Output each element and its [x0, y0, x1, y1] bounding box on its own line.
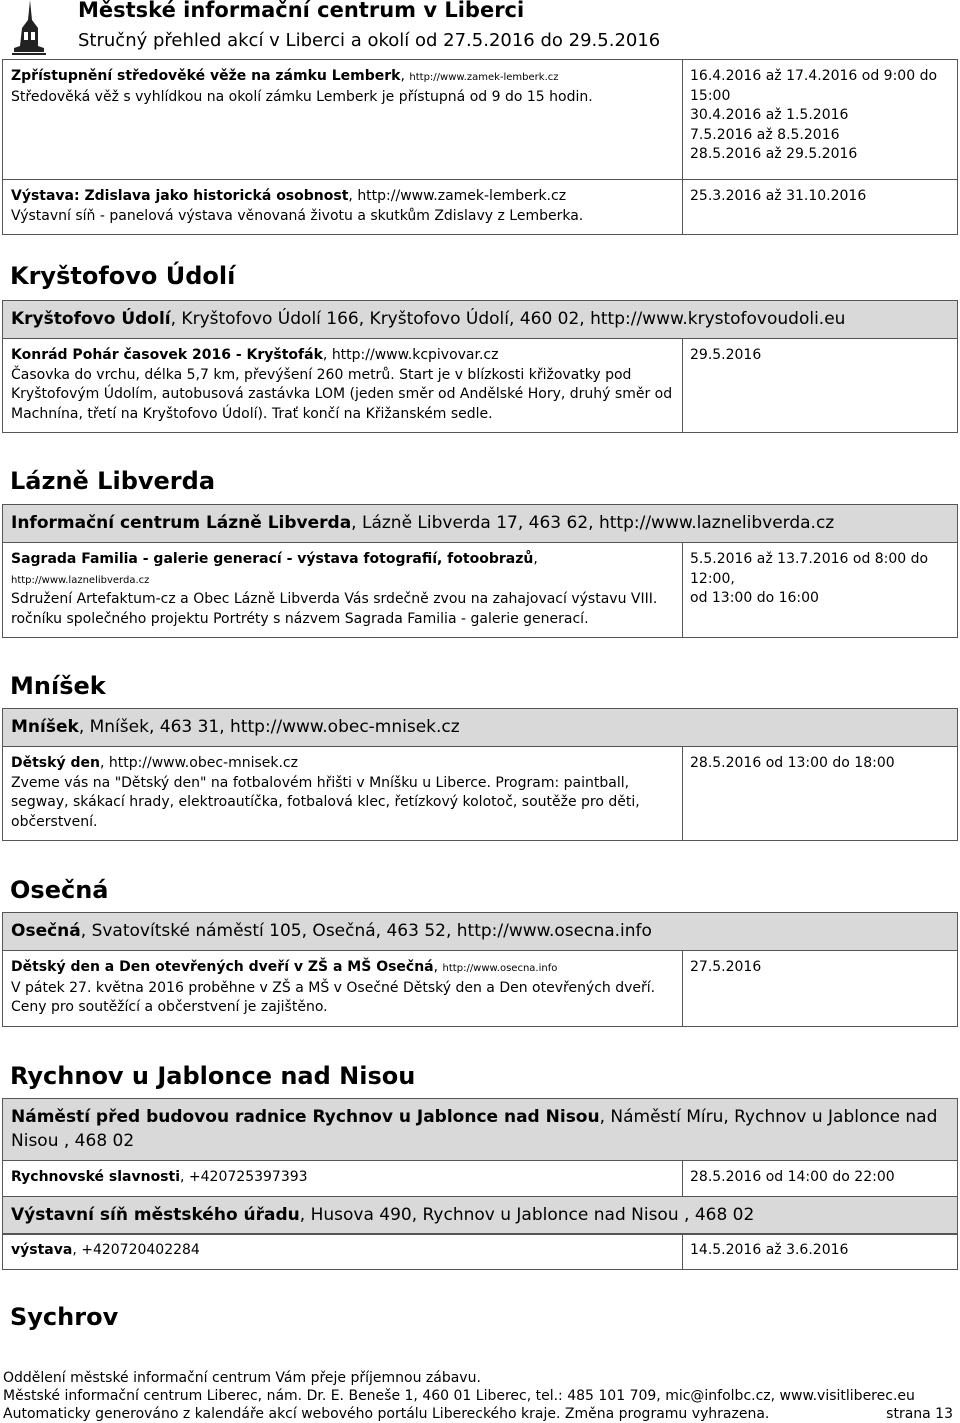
venue-address: , Náměstí Míru, Rychnov u Jablonce nad Nisou , 468 02: [11, 1107, 938, 1151]
event-date-cell: [683, 180, 958, 235]
section-heading-rychnov: Rychnov u Jablonce nad Nisou: [10, 1062, 416, 1090]
event-table-libverda: [2, 542, 958, 638]
venue-name: Informační centrum Lázně Libverda: [11, 513, 352, 533]
event-date: od 13:00 do 16:00: [690, 590, 819, 606]
event-cell: Konrád Pohár časovek 2016 - Kryštofák, http://www.kcpivovar.cz Časovka do vrchu, délka 5,7 km, převýšení 260 metrů. Start je v blízkosti křižovatky pod Kryštofovým Údolím, autobusová zastávka LOM (jeden směr od Andělské Hory, druhý směr od Machnína, třetí na Kryštofovo Údolí). Trať končí na Křižanském sedle.: [3, 339, 683, 433]
venue-address: , Kryštofovo Údolí 166, Kryštofovo Údolí, 460 02, http://www.krystofovoudoli.eu: [170, 309, 846, 329]
event-description: Sdružení Artefaktum-cz a Obec Lázně Libverda Vás srdečně zvou na zahajovací výstavu VIII. ročníku společného projektu Portréty s názvem Sagrada Familia - galerie generací.: [11, 591, 658, 627]
event-cell: Dětský den, http://www.obec-mnisek.cz Zveme vás na "Dětský den" na fotbalovém hřišti v Mníšku u Liberce. Program: paintball, segway, skákací hrady, elektroautíčka, fotbalová klec, řetízkový kolotoč, soutěže pro děti, občerstvení.: [3, 747, 683, 841]
event-date-cell: [683, 747, 958, 841]
table-row: [3, 1234, 958, 1270]
event-cell: Dětský den a Den otevřených dveří v ZŠ a MŠ Osečná, http://www.osecna.info V pátek 27. května 2016 proběhne v ZŠ a MŠ v Osečné Dětský den a Den otevřených dveří. Ceny pro soutěžící a občerstvení je zajištěno.: [3, 951, 683, 1027]
section-heading-mnisek: Mníšek: [10, 672, 106, 700]
event-date: 29.5.2016: [690, 347, 762, 363]
event-title: Výstava: Zdislava jako historická osobnost: [11, 188, 349, 204]
table-row: [3, 1161, 958, 1197]
event-title: Dětský den: [11, 755, 100, 771]
event-title: Zpřístupnění středověké věže na zámku Lemberk: [11, 68, 401, 84]
table-row: [3, 339, 958, 433]
liberec-logo-icon: [8, 0, 48, 56]
venue-name: Osečná: [11, 921, 81, 941]
event-table-osecna: [2, 950, 958, 1027]
section-heading-sychrov: Sychrov: [10, 1303, 119, 1331]
event-date: 5.5.2016 až 13.7.2016 od 8:00 do 12:00,: [690, 551, 929, 587]
event-date: 25.3.2016 až 31.10.2016: [690, 188, 867, 204]
venue-address: , Husova 490, Rychnov u Jablonce nad Nisou , 468 02: [299, 1205, 755, 1225]
event-phone: +420720402284: [81, 1242, 200, 1258]
section-heading-krystofovo: Kryštofovo Údolí: [10, 262, 236, 290]
page-number: strana 13: [886, 1406, 953, 1422]
venue-header-osecna: [2, 912, 958, 951]
page-subtitle: Stručný přehled akcí v Liberci a okolí od 27.5.2016 do 29.5.2016: [78, 30, 661, 51]
table-row: [3, 180, 958, 235]
event-description: Výstavní síň - panelová výstava věnovaná životu a skutkům Zdislavy z Lemberka.: [11, 207, 584, 224]
event-title: Dětský den a Den otevřených dveří v ZŠ a MŠ Osečná: [11, 959, 434, 975]
event-date: 28.5.2016 od 13:00 do 18:00: [690, 755, 895, 771]
event-link[interactable]: http://www.kcpivovar.cz: [331, 347, 499, 363]
event-date: 16.4.2016 až 17.4.2016 od 9:00 do 15:00: [690, 68, 938, 104]
event-table-lemberk: [2, 59, 958, 235]
event-date: 27.5.2016: [690, 959, 762, 975]
section-heading-libverda: Lázně Libverda: [10, 467, 216, 495]
event-date-cell: [683, 543, 958, 638]
event-date: 28.5.2016 od 14:00 do 22:00: [690, 1169, 895, 1185]
event-date: 30.4.2016 až 1.5.2016: [690, 107, 849, 123]
venue-name: Výstavní síň městského úřadu: [11, 1205, 300, 1225]
event-cell: Sagrada Familia - galerie generací - výstava fotografií, fotoobrazů, http://www.laznelibverda.cz Sdružení Artefaktum-cz a Obec Lázně Libverda Vás srdečně zvou na zahajovací výstavu VIII. ročníku společného projektu Portréty s názvem Sagrada Familia - galerie generací.: [3, 543, 683, 638]
event-date-cell: [683, 1161, 958, 1197]
event-phone: +420725397393: [188, 1169, 308, 1185]
event-title: Rychnovské slavnosti: [11, 1169, 181, 1185]
event-cell: Výstava: Zdislava jako historická osobnost, http://www.zamek-lemberk.cz Výstavní síň - panelová výstava věnovaná životu a skutkům Zdislavy z Lemberka.: [3, 180, 683, 235]
event-date-cell: [683, 339, 958, 433]
event-date: 14.5.2016 až 3.6.2016: [690, 1242, 849, 1258]
footer-greeting: Oddělení městské informační centrum Vám přeje příjemnou zábavu.: [3, 1370, 481, 1386]
event-description: Středověká věž s vyhlídkou na okolí zámku Lemberk je přístupná od 9 do 15 hodin.: [11, 88, 593, 105]
event-date: 7.5.2016 až 8.5.2016: [690, 126, 840, 143]
event-description: Časovka do vrchu, délka 5,7 km, převýšení 260 metrů. Start je v blízkosti křižovatky pod Kryštofovým Údolím, autobusová zastávka LOM (jeden směr od Andělské Hory, druhý směr od Machnína, třetí na Kryštofovo Údolí). Trať končí na Křižanském sedle.: [11, 366, 673, 422]
event-link[interactable]: http://www.zamek-lemberk.cz: [357, 188, 567, 204]
footer-disclaimer: Automaticky generováno z kalendáře akcí webového portálu Libereckého kraje. Změna programu vyhrazena.: [3, 1406, 770, 1422]
event-title: Sagrada Familia - galerie generací - výstava fotografií, fotoobrazů: [11, 551, 534, 567]
table-row: [3, 951, 958, 1027]
venue-header-rychnov-square: [2, 1098, 958, 1161]
venue-address: , Svatovítské náměstí 105, Osečná, 463 52, http://www.osecna.info: [80, 921, 652, 941]
event-link[interactable]: http://www.laznelibverda.cz: [11, 574, 150, 586]
table-row: [3, 543, 958, 638]
venue-header-krystofovo: [2, 300, 958, 339]
event-date-cell: [683, 60, 958, 180]
venue-header-libverda: [2, 504, 958, 543]
venue-name: Kryštofovo Údolí: [11, 309, 171, 329]
event-date: 28.5.2016 až 29.5.2016: [690, 146, 858, 162]
event-date-cell: [683, 951, 958, 1027]
event-table-krystofovo: [2, 338, 958, 433]
section-heading-osecna: Osečná: [10, 876, 109, 904]
venue-header-mnisek: [2, 708, 958, 747]
venue-name: Mníšek: [11, 717, 79, 737]
table-row: [3, 60, 958, 180]
venue-address: , Mníšek, 463 31, http://www.obec-mnisek.cz: [78, 717, 460, 737]
event-cell: Rychnovské slavnosti, +420725397393: [3, 1161, 683, 1197]
event-table-mnisek: [2, 746, 958, 841]
event-table-rychnov-1: [2, 1160, 958, 1197]
footer-contact: Městské informační centrum Liberec, nám. Dr. E. Beneše 1, 460 01 Liberec, tel.: 485 101 709, mic@infolbc.cz, www.visitliberec.eu: [3, 1388, 915, 1404]
table-row: [3, 747, 958, 841]
event-table-rychnov-2: [2, 1233, 958, 1270]
event-link[interactable]: http://www.osecna.info: [442, 963, 558, 974]
venue-name: Náměstí před budovou radnice Rychnov u Jablonce nad Nisou: [11, 1107, 600, 1127]
event-date-cell: [683, 1234, 958, 1270]
event-description: Zveme vás na "Dětský den" na fotbalovém hřišti v Mníšku u Liberce. Program: paintball, segway, skákací hrady, elektroautíčka, fotbalová klec, řetízkový kolotoč, soutěže pro děti, občerstvení.: [11, 774, 640, 830]
event-title: výstava: [11, 1242, 73, 1258]
venue-address: , Lázně Libverda 17, 463 62, http://www.laznelibverda.cz: [351, 513, 835, 533]
event-title: Konrád Pohár časovek 2016 - Kryštofák: [11, 347, 323, 363]
event-link[interactable]: http://www.zamek-lemberk.cz: [409, 72, 559, 83]
event-cell: Zpřístupnění středověké věže na zámku Lemberk, http://www.zamek-lemberk.cz Středověká věž s vyhlídkou na okolí zámku Lemberk je přístupná od 9 do 15 hodin.: [3, 60, 683, 180]
page-header: [0, 0, 960, 58]
venue-header-rychnov-hall: [2, 1196, 958, 1235]
event-cell: výstava, +420720402284: [3, 1234, 683, 1270]
event-link[interactable]: http://www.obec-mnisek.cz: [108, 755, 298, 771]
page-footer: [3, 1369, 955, 1423]
page-title: Městské informační centrum v Liberci: [78, 0, 525, 22]
event-description: V pátek 27. května 2016 proběhne v ZŠ a MŠ v Osečné Dětský den a Den otevřených dveří. Ceny pro soutěžící a občerstvení je zajištěno.: [11, 979, 656, 1015]
